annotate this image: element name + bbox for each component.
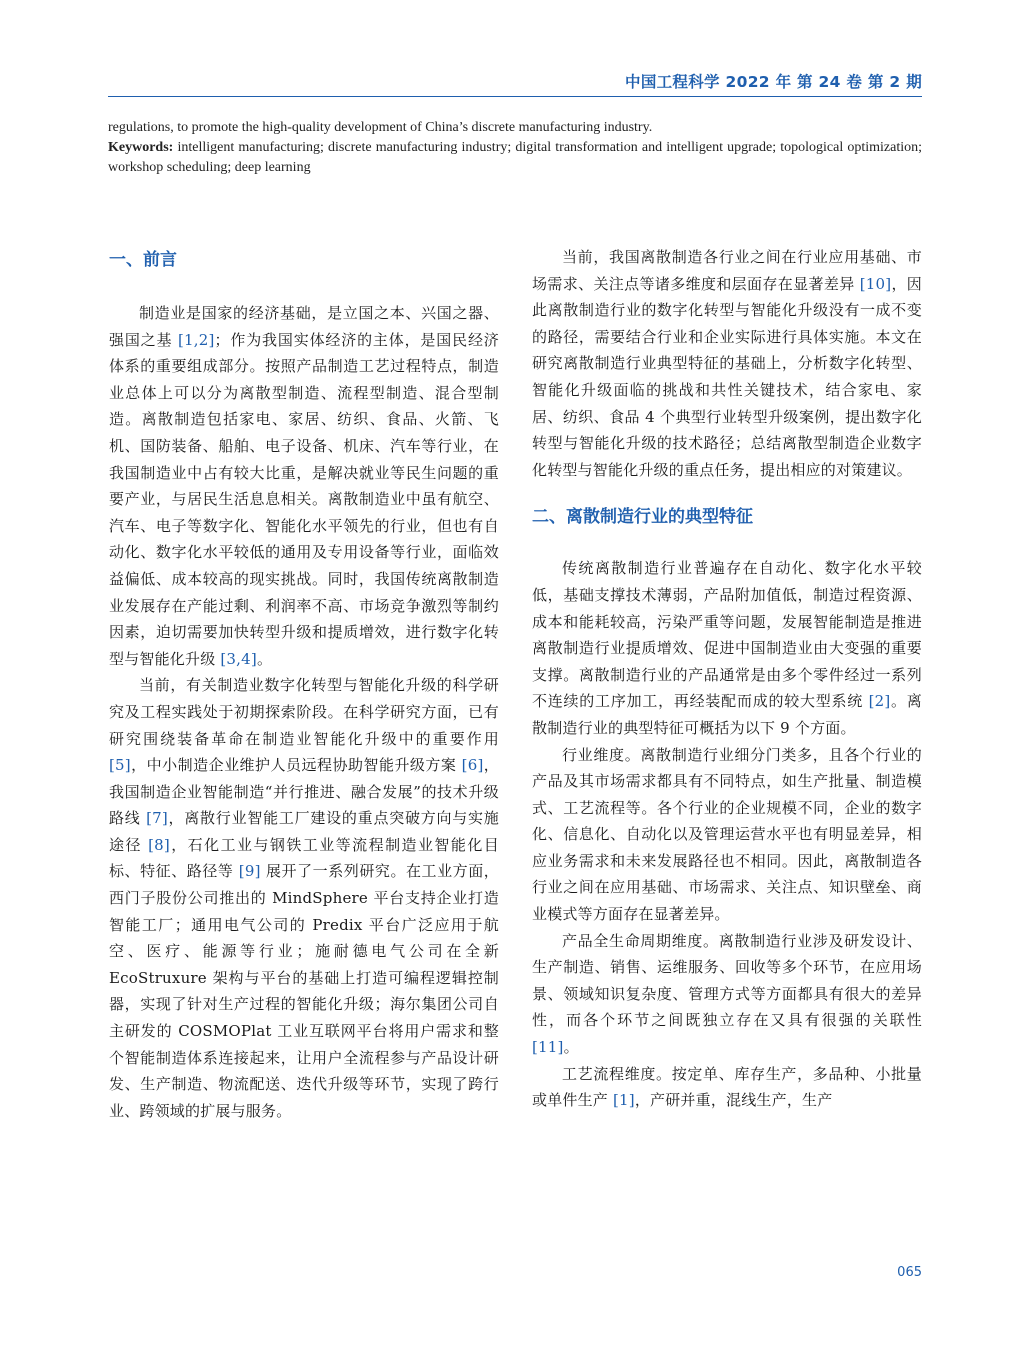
intro-paragraph-1 <box>109 300 499 672</box>
citation-link[interactable]: [10] <box>859 274 892 293</box>
text-run: 传统离散制造行业普遍存在自动化、数字化水平较低，基础支撑技术薄弱，产品附加值低，制造过程资源、成本和能耗较高，污染严重等问题，发展智能制造是推进离散制造行业提质增效、促进中国制造业由大变强的重要支撑。离散制造行业的产品通常是由多个零件经过一系列不连续的工序加工，再经装配而成的较大型系统 <box>532 559 922 711</box>
section-heading-introduction: 一、前言 <box>109 250 177 270</box>
text-run: 制造业是国家的经济基础，是立国之本、兴国之器、强国之基 <box>109 304 499 349</box>
keywords-text: intelligent manufacturing; discrete manufacturing industry; digital transformation and intelligent upgrade; topological optimization; workshop scheduling; deep learning <box>108 140 922 175</box>
text-run: ，因此离散制造行业的数字化转型与智能化升级没有一成不变的路径，需要结合行业和企业实际进行具体实施。本文在研究离散制造行业典型特征的基础上，分析数字化转型、智能化升级面临的挑战和共性关键技术，结合家电、家居、纺织、食品 4 个典型行业转型升级案例，提出数字化转型与智能化升级的技术路径；总结离散型制造企业数字化转型与智能化升级的重点任务，提出相应的对策建议。 <box>532 274 923 479</box>
citation-link[interactable]: [3,4] <box>220 649 257 668</box>
left-column <box>109 244 499 1124</box>
features-paragraph-process <box>532 1061 922 1114</box>
text-run: 工艺流程维度。按定单、库存生产，多品种、小批量或单件生产 <box>532 1064 922 1110</box>
citation-link[interactable]: [5] <box>109 756 131 775</box>
section-heading-features: 二、离散制造行业的典型特征 <box>532 507 753 528</box>
text-run: 。 <box>563 1038 579 1057</box>
keywords-line <box>108 138 922 178</box>
citation-link[interactable]: [9] <box>238 862 261 881</box>
intro-paragraph-3 <box>532 244 922 483</box>
citation-link[interactable]: [11] <box>532 1038 564 1057</box>
features-paragraph-lifecycle <box>532 928 922 1061</box>
running-header <box>108 70 922 97</box>
features-paragraph-industry: 行业维度。离散制造行业细分门类多，且各个行业的产品及其市场需求都具有不同特点，如生产批量、制造模式、工艺流程等。各个行业的企业规模不同，企业的数字化、信息化、自动化以及管理运营水平也有明显差异，相应业务需求和未来发展路径也不相同。因此，离散制造各行业之间在应用基础、市场需求、关注点、知识壁垒、商业模式等方面存在显著差异。 <box>532 745 922 924</box>
citation-link[interactable]: [6] <box>461 756 484 775</box>
text-run: 。离散制造行业的典型特征可概括为以下 9 个方面。 <box>532 692 922 737</box>
citation-link[interactable]: [1] <box>612 1091 635 1110</box>
right-column <box>532 244 922 1114</box>
text-run: ；作为我国实体经济的主体，是国民经济体系的重要组成部分。按照产品制造工艺过程特点，制造业总体上可以分为离散型制造、流程型制造、混合型制造。离散制造包括家电、家居、纺织、食品、火箭、飞机、国防装备、船舶、电子设备、机床、汽车等行业，在我国制造业中占有较大比重，是解决就业等民生问题的重要产业，与居民生活息息相关。离散制造业中虽有航空、汽车、电子等数字化、智能化水平领先的行业，但也有自动化、数字化水平较低的通用及专用设备等行业，面临效益偏低、成本较高的现实挑战。同时，我国传统离散制造业发展存在产能过剩、利润率不高、市场竞争激烈等制约因素，迫切需要加快转型升级和提质增效，进行数字化转型与智能化升级 <box>109 330 499 668</box>
text-run: ，石化工业与钢铁工业等流程制造业智能化目标、特征、路径等 <box>109 835 499 881</box>
keywords-label: Keywords: <box>108 140 174 155</box>
text-run: ，我国制造企业智能制造“并行推进、融合发展”的技术升级路线 <box>109 756 500 828</box>
citation-link[interactable]: [1,2] <box>177 330 215 349</box>
abstract-tail: regulations, to promote the high-quality development of China’s discrete manufacturing industry. <box>108 120 653 135</box>
text-run: 当前，有关制造业数字化转型与智能化升级的科学研究及工程实践处于初期探索阶段。在科学研究方面，已有研究围绕装备革命在制造业智能化升级中的重要作用 <box>109 676 499 748</box>
features-paragraph-1 <box>532 555 922 741</box>
citation-link[interactable]: [7] <box>146 809 168 828</box>
text-run: 当前，我国离散制造各行业之间在行业应用基础、市场需求、关注点等诸多维度和层面存在显著差异 <box>532 248 922 293</box>
text-run: ，离散行业智能工厂建设的重点突破方向与实施途径 <box>109 809 500 854</box>
text-run: 产品全生命周期维度。离散制造行业涉及研发设计、生产制造、销售、运维服务、回收等多个环节，在应用场景、领域知识复杂度、管理方式等方面都具有很大的差异性，而各个环节之间既独立存在又具有很强的关联性 <box>532 931 922 1030</box>
text-run: 。 <box>256 649 273 668</box>
citation-link[interactable]: [2] <box>868 692 891 711</box>
journal-issue-label: 中国工程科学 2022 年 第 24 卷 第 2 期 <box>625 73 922 91</box>
english-abstract <box>108 118 922 178</box>
text-run: ，产研并重，混线生产，生产 <box>634 1091 833 1110</box>
citation-link[interactable]: [8] <box>148 835 170 854</box>
text-run: ，中小制造企业维护人员远程协助智能升级方案 <box>130 756 462 775</box>
page-number: 065 <box>897 1265 922 1280</box>
text-run: 展开了一系列研究。在工业方面，西门子股份公司推出的 MindSphere 平台支持企业打造智能工厂；通用电气公司的 Predix 平台广泛应用于航空、医疗、能源等行业；施耐德电气公司在全新 EcoStruxure 架构与平台的基础上打造可编程逻辑控制器，实现了针对生产过程的智能化升级；海尔集团公司自主研发的 COSMOPlat 工业互联网平台将用户需求和整个智能制造体系连接起来，让用户全流程参与产品设计研发、生产制造、物流配送、迭代升级等环节，实现了跨行业、跨领域的扩展与服务。 <box>109 862 499 1120</box>
intro-paragraph-2 <box>109 672 499 1124</box>
